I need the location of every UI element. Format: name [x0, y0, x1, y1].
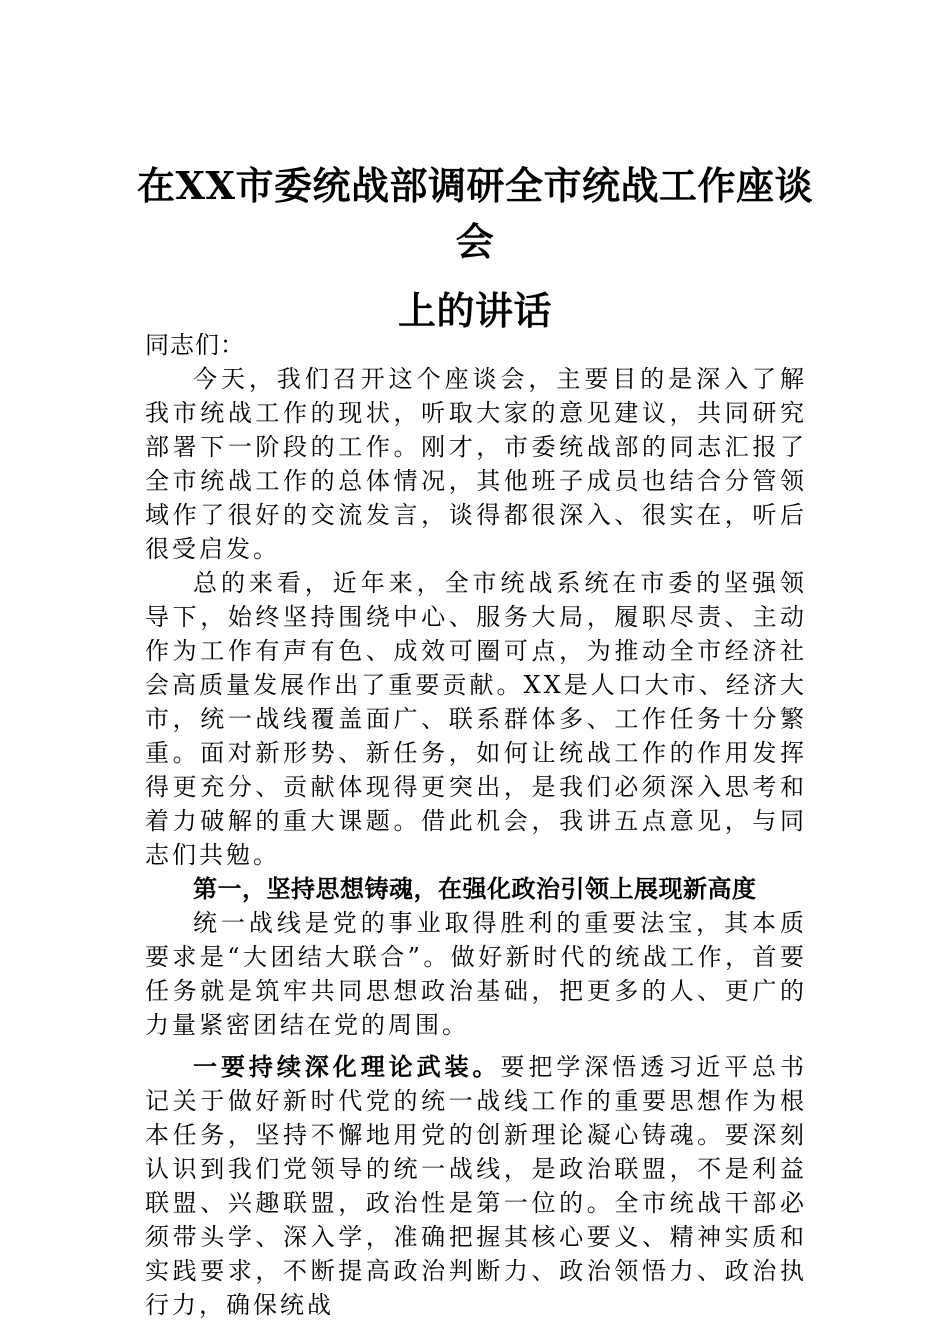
title-line-1: 在XX市委统战部调研全市统战工作座谈会 — [137, 163, 813, 264]
document-body — [145, 328, 807, 1322]
paragraph-theory-study — [145, 1050, 807, 1322]
paragraph-section-1-intro: 统一战线是党的事业取得胜利的重要法宝，其本质要求是“大团结大联合”。做好新时代的统战工作，首要任务就是筑牢共同思想政治基础，把更多的人、更广的力量紧密团结在党的周围。 — [145, 909, 807, 1039]
section-heading-1: 第一，坚持思想铸魂，在强化政治引领上展现新高度 — [193, 875, 757, 903]
salutation: 同志们： — [145, 331, 245, 359]
paragraph-lead-in: 一要持续深化理论武装。 — [193, 1052, 501, 1081]
title-line-2: 上的讲话 — [397, 288, 552, 333]
paragraph-opening: 今天，我们召开这个座谈会，主要目的是深入了解我市统战工作的现状，听取大家的意见建议，共同研究部署下一阶段的工作。刚才，市委统战部的同志汇报了全市统战工作的总体情况，其他班子成员也结合分管领域作了很好的交流发言，谈得都很深入、很实在，听后很受启发。 — [145, 365, 807, 563]
paragraph-overview: 总的来看，近年来，全市统战系统在市委的坚强领导下，始终坚持围绕中心、服务大局，履职尽责、主动作为工作有声有色、成效可圈可点，为推动全市经济社会高质量发展作出了重要贡献。XX是人口大市、经济大市，统一战线覆盖面广、联系群体多、工作任务十分繁重。面对新形势、新任务，如何让统战工作的作用发挥得更充分、贡献体现得更突出，是我们必须深入思考和着力破解的重大课题。借此机会，我讲五点意见，与同志们共勉。 — [145, 569, 807, 869]
paragraph-body-text: 要把学深悟透习近平总书记关于做好新时代党的统一战线工作的重要思想作为根本任务，坚持不懈地用党的创新理论凝心铸魂。要深刻认识到我们党领导的统一战线，是政治联盟，不是利益联盟、兴趣联盟，政治性是第一位的。全市统战干部必须带头学、深入学，准确把握其核心要义、精神实质和实践要求，不断提高政治判断力、政治领悟力、政治执行力，确保统战 — [145, 1053, 808, 1319]
document-title — [120, 158, 830, 339]
